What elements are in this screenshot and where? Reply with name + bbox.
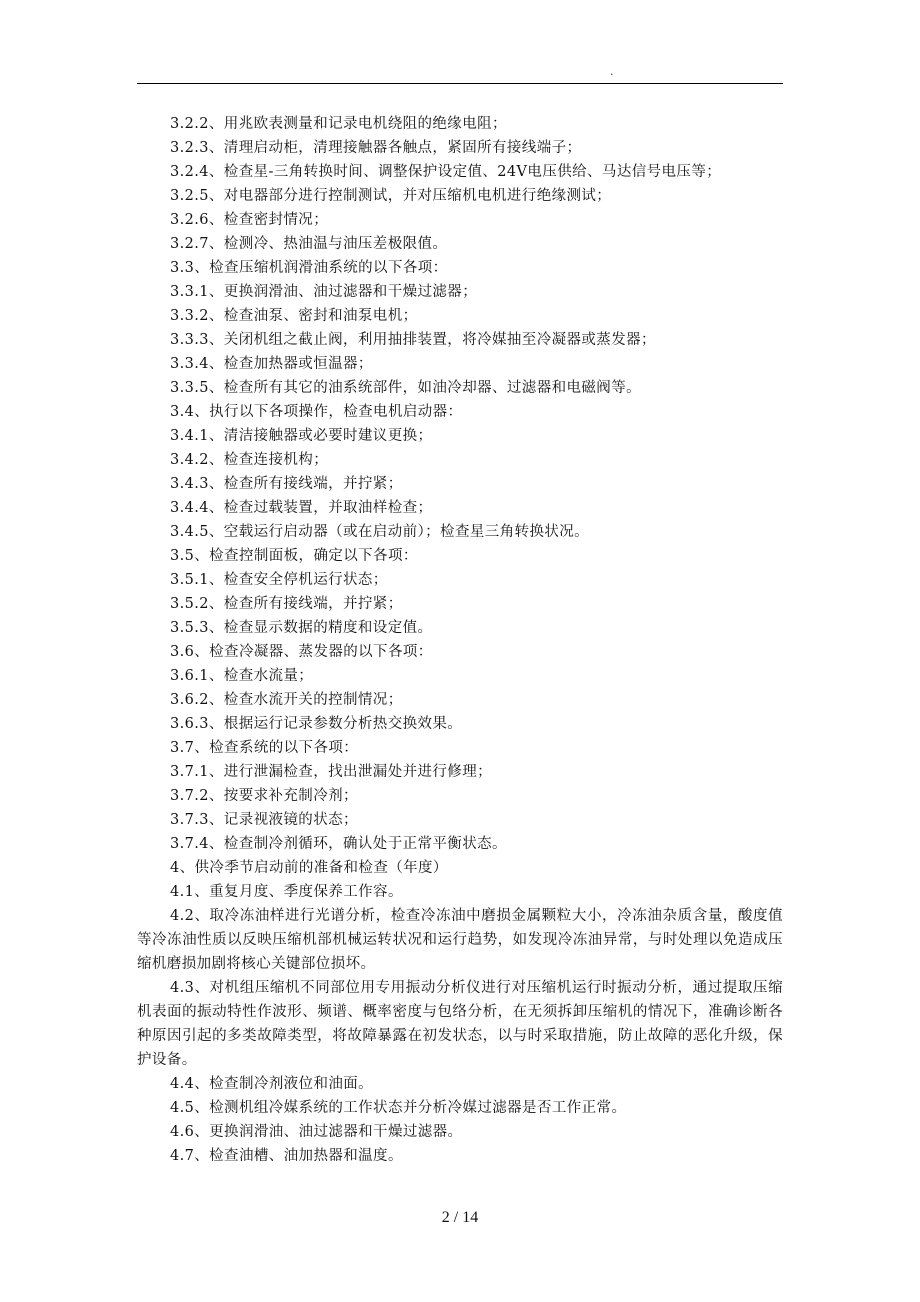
document-body xyxy=(137,112,783,1168)
text-line: 3.4.2、检查连接机构； xyxy=(170,452,329,468)
section-heading: 3.3、检查压缩机润滑油系统的以下各项： xyxy=(170,260,448,276)
paragraph-4-2: 4.2、取冷冻油样进行光谱分析，检查冷冻油中磨损金属颗粒大小，冷冻油杂质含量，酸度值等冷冻油性质以反映压缩机部机械运转状况和运行趋势，如发现冷冻油异常，与时处理以免造成压缩机磨损加剧将核心关键部位损坏。 xyxy=(137,908,783,972)
text-line: 3.5.2、检查所有接线端，并拧紧； xyxy=(170,596,403,612)
text-line: 4.4、检查制冷剂液位和油面。 xyxy=(170,1076,374,1092)
paragraph-4-3: 4.3、对机组压缩机不同部位用专用振动分析仪进行对压缩机运行时振动分析，通过提取压缩机表面的振动特性作波形、频谱、概率密度与包络分析，在无须拆卸压缩机的情况下，准确诊断各种原因引起的多类故障类型，将故障暴露在初发状态，以与时采取措施，防止故障的恶化升级，保护设备。 xyxy=(137,980,783,1068)
text-line: 3.7.2、按要求补充制冷剂； xyxy=(170,788,358,804)
text-line: 3.3.2、检查油泵、密封和油泵电机； xyxy=(170,308,418,324)
text-line: 3.6.1、检查水流量； xyxy=(170,668,314,684)
section-heading: 3.4、执行以下各项操作，检查电机启动器： xyxy=(170,404,463,420)
text-line: 3.4.3、检查所有接线端，并拧紧； xyxy=(170,476,403,492)
text-line: 3.2.4、检查星-三角转换时间、调整保护设定值、24V电压供给、马达信号电压等； xyxy=(170,164,722,180)
text-line: 3.3.1、更换润滑油、油过滤器和干燥过滤器； xyxy=(170,284,478,300)
text-line: 3.4.1、清洁接触器或必要时建议更换； xyxy=(170,428,433,444)
section-heading: 3.6、检查冷凝器、蒸发器的以下各项： xyxy=(170,644,433,660)
text-line: 4.1、重复月度、季度保养工作容。 xyxy=(170,884,403,900)
text-line: 4.5、检测机组冷媒系统的工作状态并分析冷媒过滤器是否工作正常。 xyxy=(170,1100,627,1116)
text-line: 4.7、检查油槽、油加热器和温度。 xyxy=(170,1148,403,1164)
section-heading: 3.5、检查控制面板，确定以下各项： xyxy=(170,548,418,564)
chapter-heading: 4、供冷季节启动前的准备和检查（年度） xyxy=(170,860,448,876)
text-line: 3.2.2、用兆欧表测量和记录电机绕阻的绝缘电阻； xyxy=(170,116,507,132)
text-line: 4.6、更换润滑油、油过滤器和干燥过滤器。 xyxy=(170,1124,463,1140)
text-line: 3.7.4、检查制冷剂循环，确认处于正常平衡状态。 xyxy=(170,836,507,852)
header-rule xyxy=(137,83,783,84)
text-line: 3.7.1、进行泄漏检查，找出泄漏处并进行修理； xyxy=(170,764,492,780)
page-number: 2 / 14 xyxy=(441,1209,479,1226)
text-line: 3.2.5、对电器部分进行控制测试，并对压缩机电机进行绝缘测试； xyxy=(170,188,612,204)
text-line: 3.6.3、根据运行记录参数分析热交换效果。 xyxy=(170,716,463,732)
text-line: 3.2.6、检查密封情况； xyxy=(170,212,329,228)
text-line: 3.3.3、关闭机组之截止阀，利用抽排装置，将冷媒抽至冷凝器或蒸发器； xyxy=(170,332,656,348)
section-heading: 3.7、检查系统的以下各项： xyxy=(170,740,359,756)
text-line: 3.3.5、检查所有其它的油系统部件，如油冷却器、过滤器和电磁阀等。 xyxy=(170,380,641,396)
text-line: 3.2.3、清理启动柜，清理接触器各触点，紧固所有接线端子； xyxy=(170,140,582,156)
text-line: 3.2.7、检测冷、热油温与油压差极限值。 xyxy=(170,236,448,252)
text-line: 3.4.4、检查过载装置，并取油样检查； xyxy=(170,500,433,516)
text-line: 3.5.1、检查安全停机运行状态； xyxy=(170,572,388,588)
text-line: 3.7.3、记录视液镜的状态； xyxy=(170,812,358,828)
header-dot: . xyxy=(610,65,614,78)
text-line: 3.4.5、空载运行启动器（或在启动前）；检查星三角转换状况。 xyxy=(170,524,590,540)
text-line: 3.5.3、检查显示数据的精度和设定值。 xyxy=(170,620,433,636)
text-line: 3.6.2、检查水流开关的控制情况； xyxy=(170,692,403,708)
text-line: 3.3.4、检查加热器或恒温器； xyxy=(170,356,373,372)
